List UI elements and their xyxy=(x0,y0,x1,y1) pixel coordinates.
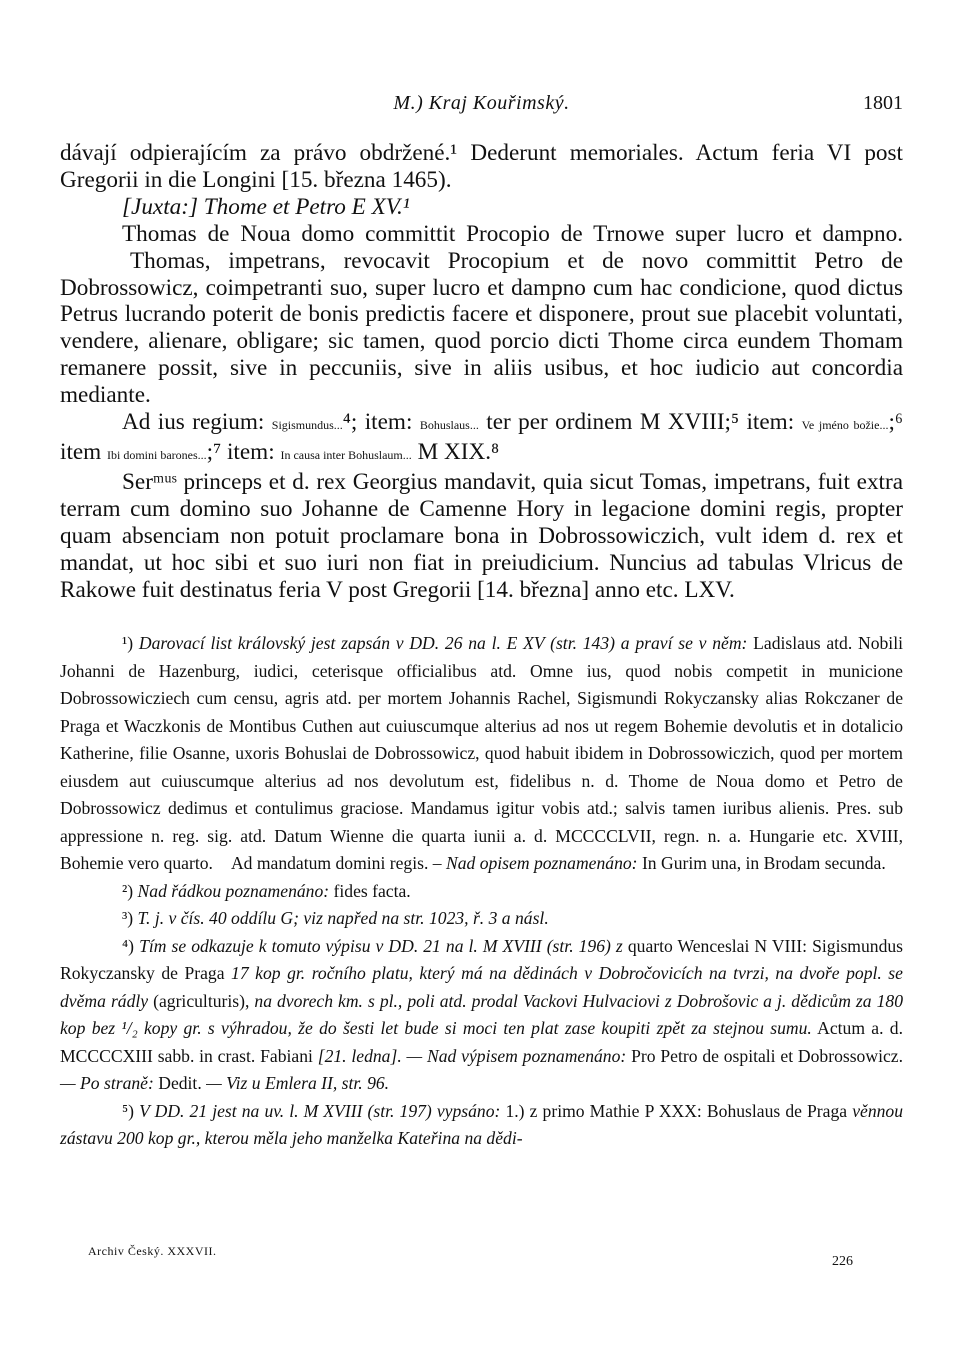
footnote-1-intro: Darovací list královský jest zapsán v DD. 26 na l. E XV (str. 143) a praví se v něm: xyxy=(138,633,748,653)
ius-regium-b: Sigismundus... xyxy=(271,418,343,433)
footnote-4-t1: quarto Wenceslai N VIII: xyxy=(627,935,808,956)
footnote-4-t3: (agriculturis), xyxy=(153,990,250,1011)
footnote-5-mark: ⁵) xyxy=(122,1100,134,1121)
footnote-4-i3: na dvorech km. s pl., poli atd. prodal Vackovi Hulvaciovi z Dobrošovic a j. dědicům za 180 kop bez ¹/₂ kopy gr. s výhradou, že do šesti let bude si moci ten plat zase koupiti zpět za stejnou sumu. xyxy=(60,990,903,1038)
main-paragraph-3a: Thomas de Noua domo committit Procopio de Trnowe super lucro et dampno. xyxy=(122,220,903,247)
footnote-2-intro: Nad řádkou poznamenáno: xyxy=(137,880,330,901)
footnote-3 xyxy=(60,905,903,933)
main-paragraph-1: dávají odpierajícím za právo obdržené.¹ Dederunt memoriales. Actum feria VI post Gregorii in die Longini [15. března 1465). xyxy=(60,140,903,193)
ius-regium-f: Ve jméno božie... xyxy=(801,418,889,433)
footnote-5 xyxy=(60,1098,903,1153)
footnote-1-end: In Gurim una, in Brodam secunda. xyxy=(641,853,886,873)
footnote-4-t5: Pro Petro de ospitali et Dobrossowicz. xyxy=(631,1045,903,1066)
footnote-2 xyxy=(60,878,903,906)
ius-regium-k: M XIX.⁸ xyxy=(417,438,500,465)
footnote-5-t1: 1.) z primo Mathie P XXX: Bohuslaus de Praga xyxy=(505,1100,848,1121)
footnote-1-mandatum: Ad mandatum domini regis. xyxy=(230,853,429,873)
footnote-4-i6: — Viz u Emlera II, str. 96. xyxy=(206,1073,390,1093)
footnote-5-i2: věnnou zástavu 200 kop gr., kterou měla jeho manželka Kateřina na dědi- xyxy=(60,1100,904,1148)
footnote-4-intro: Tím se odkazuje k tomuto výpisu v DD. 21 na l. M XVIII (str. 196) z xyxy=(139,935,623,956)
footnote-1-mark: ¹) xyxy=(122,633,134,653)
ius-regium-h: Ibi domini barones... xyxy=(107,447,207,462)
footnote-2-text: fides facta. xyxy=(333,880,411,901)
header-page-number: 1801 xyxy=(863,92,903,114)
footnote-2-mark: ²) xyxy=(122,880,134,901)
footnote-4-t2: Sigismundus Rokyczansky de Praga xyxy=(60,935,904,983)
ius-regium-c: ⁴; item: xyxy=(342,409,413,436)
footnote-3-text: T. j. v čís. 40 oddílu G; viz napřed na str. 1023, ř. 3 a násl. xyxy=(137,908,549,928)
footnote-4-mark: ⁴) xyxy=(122,935,134,956)
main-paragraph-3b: Thomas, impetrans, revocavit Procopium et de novo committit Petro de Dobrossowicz, coimpetranti suo, super lucro et dampno cum hac condicione, quod dictus Petrus lucrando poterit de bonis predictis facere et disponere, prout sue placebit voluntati, vendere, alienare, obligare; sic tamen, quod porcio dicti Thome circa eundem Thomam remanere possit, sive in peccuniis, sive in aliis usibus, et hoc iudicio aut concordia mediante. xyxy=(60,247,903,409)
footnote-5-i1: V DD. 21 jest na uv. l. M XVIII (str. 197) vypsáno: xyxy=(139,1100,501,1121)
footnotes xyxy=(60,630,903,1153)
footnote-4-i5: — Po straně: xyxy=(60,1073,154,1093)
footnote-4-i4: [21. ledna]. — Nad výpisem poznamenáno: xyxy=(317,1045,627,1066)
ius-regium-d: Bohuslaus... xyxy=(419,418,479,433)
footer-signature: Archiv Český. XXXVII. xyxy=(88,1244,217,1258)
footnote-4-t6: Dedit. xyxy=(158,1073,202,1093)
running-header xyxy=(60,92,903,118)
page-footer xyxy=(88,1244,853,1274)
footnote-3-mark: ³) xyxy=(122,908,134,928)
footer-sheet-number: 226 xyxy=(832,1254,853,1269)
ius-regium-j: In causa inter Bohuslaum... xyxy=(280,447,412,462)
main-paragraph-3 xyxy=(60,221,903,409)
footnote-4-t4: Actum a. d. MCCCCXIII sabb. in crast. Fabiani xyxy=(60,1018,903,1066)
ius-regium-g: ;⁶ item xyxy=(60,409,903,465)
footnote-4-i2: 17 kop gr. ročního platu, který má na dědinách v Dobročovicích na tvrzi, na dvoře popl. se dvěma rádly xyxy=(60,963,903,1011)
footnote-1-dash: – xyxy=(432,853,442,873)
ius-regium-a: Ad ius regium: xyxy=(122,409,265,436)
main-paragraph-4 xyxy=(60,409,903,469)
main-text xyxy=(60,140,903,603)
ius-regium-i: ;⁷ item: xyxy=(206,438,275,465)
footnote-4 xyxy=(60,933,903,1098)
footnote-1-note: Nad opisem poznamenáno: xyxy=(445,853,638,873)
footnote-1 xyxy=(60,630,903,878)
main-paragraph-5: Serᵐᵘˢ princeps et d. rex Georgius mandavit, quia sicut Tomas, impetrans, fuit extra terram cum domino suo Johanne de Camenne Hory in legacione domini regis, propter quam absenciam non potuit proclamare bona in Dobrossowiczich, vult idem d. rex et mandat, ut hoc sibi et suo iuri non fiat in preiudicium. Nuncius ad tabulas Vlricus de Rakowe fuit destinatus feria V post Gregorii [14. března] anno etc. LXV. xyxy=(60,468,903,603)
header-title: M.) Kraj Kouřimský. xyxy=(393,92,570,114)
juxta-line: [Juxta:] Thome et Petro E XV.¹ xyxy=(122,193,410,220)
main-paragraph-2 xyxy=(60,194,903,221)
footnote-1-text: Ladislaus atd. Nobili Johanni de Hazenburg, iudici, ceterisque officialibus atd. Omne ius, quod nobis competit in municione Dobrossowicziech cum censu, agris atd. per mortem Johannis Rachel, Sigismundi Rokyczansky alias Rokczaner de Praga et Waczkonis de Montibus Cuthen aut cuiuscumque alterius ad nos ut regem Bohemie devolutis et in dotalicio Katherine, filie Osanne, uxoris Bohuslai de Dobrossowicz, quod habuit ibidem in Dobrossowiczich, quod per mortem eiusdem aut cuiuscumque alterius ad nos devolutum est, fidelibus n. d. Thome de Noua domo et Petro de Dobrossowicz dedimus et contulimus graciose. Mandamus igitur vobis atd.; salvis tamen iuribus alienis. Pres. sub appressione n. reg. sig. atd. Datum Wienne die quarta iunii a. d. MCCCCLVII, regn. n. a. Hungarie etc. XVIII, Bohemie vero quarto. xyxy=(60,633,903,873)
ius-regium-e: ter per ordinem M XVIII;⁵ item: xyxy=(486,409,795,436)
